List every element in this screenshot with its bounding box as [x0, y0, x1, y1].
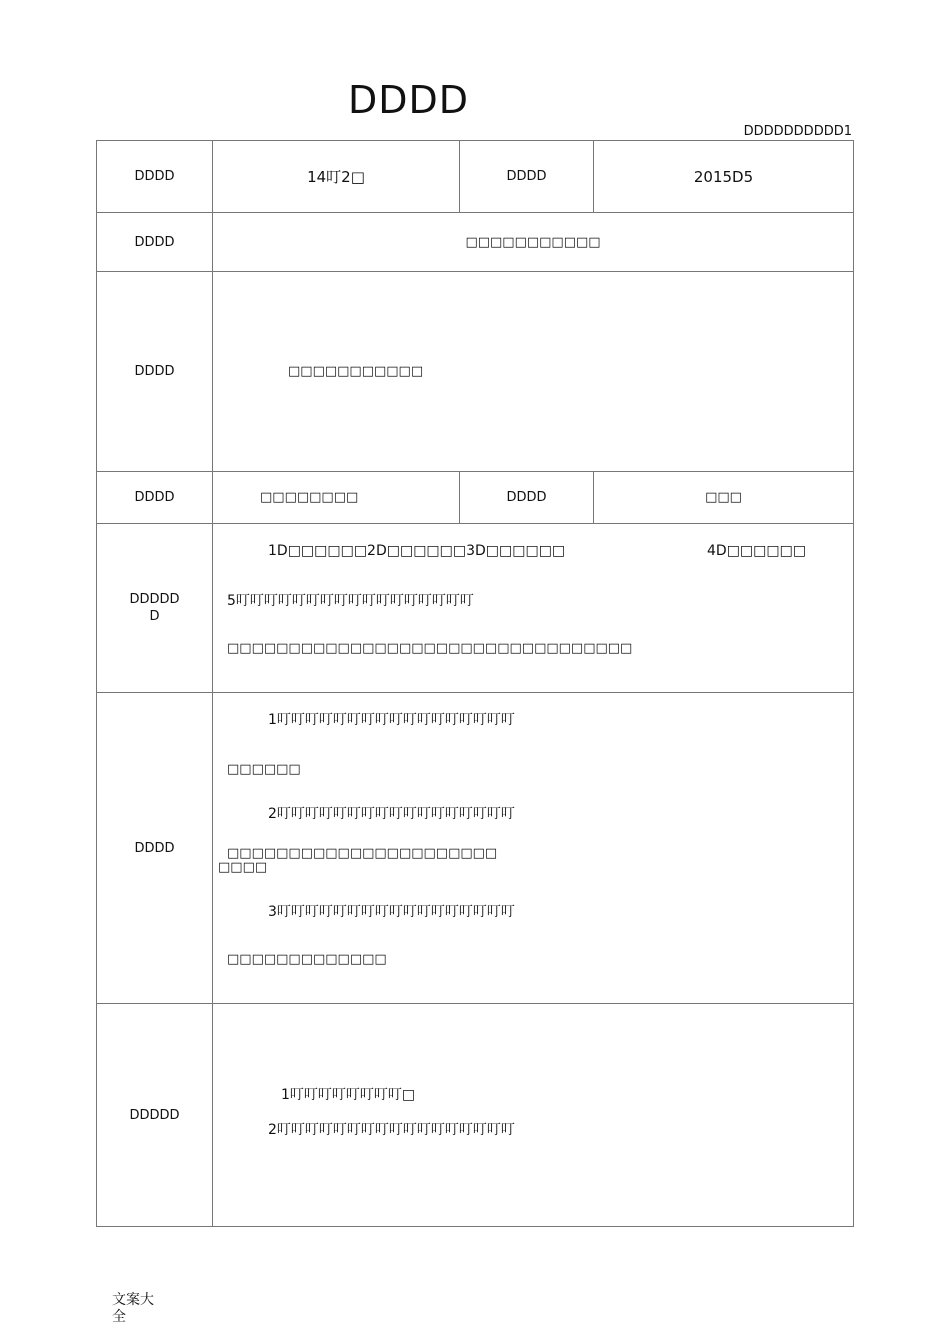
row5-content	[213, 524, 854, 693]
row5-label-line2: D	[149, 609, 160, 624]
row3-label: DDDD	[97, 272, 213, 472]
row6-item3: 3叮叮叮叮叮叮叮叮叮叮叮叮叮叮叮叮叮	[268, 904, 515, 920]
row4-value1: □□□□□□□□	[213, 472, 460, 524]
table-row	[97, 141, 854, 213]
document-number: DDDDDDDDDD1	[743, 124, 852, 139]
row1-value2: 2015D5	[594, 141, 854, 213]
row3-value: □□□□□□□□□□□	[213, 272, 854, 472]
row5-label-line1: DDDDD	[129, 592, 180, 607]
table-row	[97, 1004, 854, 1227]
row6-item3-detail: □□□□□□□□□□□□□	[227, 952, 387, 967]
table-row	[97, 524, 854, 693]
table-row	[97, 213, 854, 272]
document-title: DDDD	[348, 78, 470, 122]
row1-label1: DDDD	[97, 141, 213, 213]
row6-item2: 2叮叮叮叮叮叮叮叮叮叮叮叮叮叮叮叮叮	[268, 806, 515, 822]
row2-value: □□□□□□□□□□□	[213, 213, 854, 272]
row6-item2-detail-b: □□□□	[218, 860, 268, 875]
row4-label1: DDDD	[97, 472, 213, 524]
row6-label: DDDD	[97, 693, 213, 1004]
row2-label: DDDD	[97, 213, 213, 272]
row5-line1b: 4D□□□□□□	[707, 543, 807, 559]
row5-line1a: 1D□□□□□□2D□□□□□□3D□□□□□□	[268, 543, 566, 559]
footer-text: 文案大全	[112, 1292, 154, 1325]
row4-label2: DDDD	[460, 472, 594, 524]
row7-label: DDDDD	[97, 1004, 213, 1227]
table-row	[97, 693, 854, 1004]
row6-content	[213, 693, 854, 1004]
table-row	[97, 472, 854, 524]
row6-item2-detail-a: □□□□□□□□□□□□□□□□□□□□□□	[227, 846, 498, 861]
row6-item1-detail: □□□□□□	[227, 762, 301, 777]
row1-label2: DDDD	[460, 141, 594, 213]
row7-item2: 2叮叮叮叮叮叮叮叮叮叮叮叮叮叮叮叮叮	[268, 1122, 515, 1138]
row7-item1: 1叮叮叮叮叮叮叮叮□	[281, 1087, 416, 1103]
row6-item1: 1叮叮叮叮叮叮叮叮叮叮叮叮叮叮叮叮叮	[268, 712, 515, 728]
row5-line3: □□□□□□□□□□□□□□□□□□□□□□□□□□□□□□□□□	[227, 641, 633, 656]
form-table	[96, 140, 854, 1227]
table-row	[97, 272, 854, 472]
row4-value2: □□□	[594, 472, 854, 524]
row7-content	[213, 1004, 854, 1227]
row1-value1: 14叮2□	[213, 141, 460, 213]
row5-label	[97, 524, 213, 693]
row5-line2: 5叮叮叮叮叮叮叮叮叮叮叮叮叮叮叮叮叮	[227, 593, 474, 609]
